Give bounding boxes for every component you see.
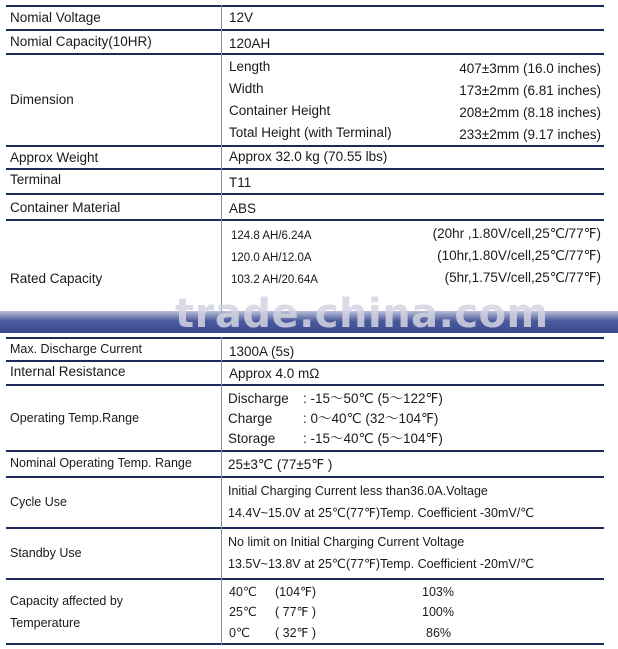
cycle-use-line-2: 14.4V~15.0V at 25℃(77℉)Temp. Coefficient -30mV/℃ (228, 506, 535, 520)
dimension-item-name: Total Height (with Terminal) (229, 125, 392, 140)
dimension-item-value: 407±3mm (16.0 inches) (459, 61, 601, 76)
max-discharge-value: 1300A (5s) (229, 344, 295, 359)
capacity-temp-fahrenheit: (104℉) (275, 585, 317, 599)
rated-capacity-condition: (5hr,1.75V/cell,25℃/77℉) (444, 270, 601, 285)
cycle-use-line-1: Initial Charging Current less than36.0A.Voltage (228, 484, 488, 498)
terminal-value: T11 (229, 175, 252, 190)
internal-resistance-label: Internal Resistance (10, 364, 126, 379)
rated-capacity-label: Rated Capacity (10, 271, 103, 286)
table-rule (6, 527, 604, 529)
capacity-temp-percent: 86% (426, 626, 452, 640)
operating-temp-item-name: Charge (228, 411, 273, 426)
approx-weight-label: Approx Weight (10, 150, 99, 165)
dimension-item-value: 233±2mm (9.17 inches) (459, 127, 601, 142)
table-rule (6, 337, 604, 339)
rated-capacity-value: 120.0 AH/12.0A (231, 252, 312, 264)
standby-use-line-1: No limit on Initial Charging Current Voltage (228, 535, 465, 549)
capacity-temp-fahrenheit: ( 32℉ ) (275, 626, 317, 640)
table-rule (6, 29, 604, 31)
rated-capacity-value: 103.2 AH/20.64A (231, 274, 318, 286)
container-material-value: ABS (229, 201, 257, 216)
terminal-label: Terminal (10, 172, 62, 187)
capacity-temp-label-line-2: Temperature (10, 616, 81, 630)
operating-temp-item-value: : -15～40℃ (5～104℉) (303, 431, 443, 446)
dimension-label: Dimension (10, 92, 74, 107)
dimension-item-name: Container Height (229, 103, 331, 118)
cycle-use-label: Cycle Use (10, 495, 67, 509)
operating-temp-item-name: Discharge (228, 391, 289, 406)
rated-capacity-condition: (20hr ,1.80V/cell,25℃/77℉) (432, 226, 601, 241)
nominal-operating-temp-value: 25±3℃ (77±5℉ ) (228, 457, 333, 472)
dimension-item-value: 173±2mm (6.81 inches) (459, 83, 601, 98)
table-rule (6, 476, 604, 478)
operating-temp-item-value: : -15～50℃ (5～122℉) (303, 391, 443, 406)
nominal-capacity-value: 120AH (229, 36, 271, 51)
table-rule (6, 5, 604, 7)
table-rule (6, 219, 604, 221)
table-rule (6, 450, 604, 452)
capacity-temp-label-line-1: Capacity affected by (10, 594, 124, 608)
column-divider (221, 5, 222, 311)
capacity-temp-fahrenheit: ( 77℉ ) (275, 605, 317, 619)
rated-capacity-condition: (10hr,1.80V/cell,25℃/77℉) (437, 248, 601, 263)
table-rule (6, 643, 604, 645)
rated-capacity-value: 124.8 AH/6.24A (231, 230, 312, 242)
table-rule (6, 168, 604, 170)
container-material-label: Container Material (10, 200, 121, 215)
column-divider (221, 337, 222, 645)
table-rule (6, 384, 604, 386)
capacity-temp-celsius: 40℃ (229, 585, 257, 599)
table-rule (6, 193, 604, 195)
nominal-voltage-value: 12V (229, 10, 254, 25)
nominal-capacity-label: Nomial Capacity(10HR) (10, 34, 152, 49)
operating-temp-label: Operating Temp.Range (10, 411, 140, 425)
capacity-temp-percent: 103% (422, 585, 454, 599)
capacity-temp-celsius: 25℃ (229, 605, 257, 619)
table-rule (6, 53, 604, 55)
dimension-item-name: Width (229, 81, 264, 96)
internal-resistance-value: Approx 4.0 mΩ (229, 366, 320, 381)
dimension-item-value: 208±2mm (8.18 inches) (459, 105, 601, 120)
table-rule (6, 360, 604, 362)
capacity-temp-celsius: 0℃ (229, 626, 250, 640)
approx-weight-value: Approx 32.0 kg (70.55 lbs) (229, 149, 388, 164)
operating-temp-item-name: Storage (228, 431, 276, 446)
operating-temp-item-value: : 0～40℃ (32～104℉) (303, 411, 439, 426)
nominal-voltage-label: Nomial Voltage (10, 10, 101, 25)
table-rule (6, 145, 604, 147)
table-rule (6, 578, 604, 580)
watermark-text: trade.china.com (175, 291, 549, 337)
standby-use-line-2: 13.5V~13.8V at 25℃(77℉)Temp. Coefficient -20mV/℃ (228, 557, 535, 571)
capacity-temp-percent: 100% (422, 605, 454, 619)
dimension-item-name: Length (229, 59, 271, 74)
nominal-operating-temp-label: Nominal Operating Temp. Range (10, 456, 192, 470)
max-discharge-label: Max. Discharge Current (10, 342, 142, 356)
standby-use-label: Standby Use (10, 546, 82, 560)
